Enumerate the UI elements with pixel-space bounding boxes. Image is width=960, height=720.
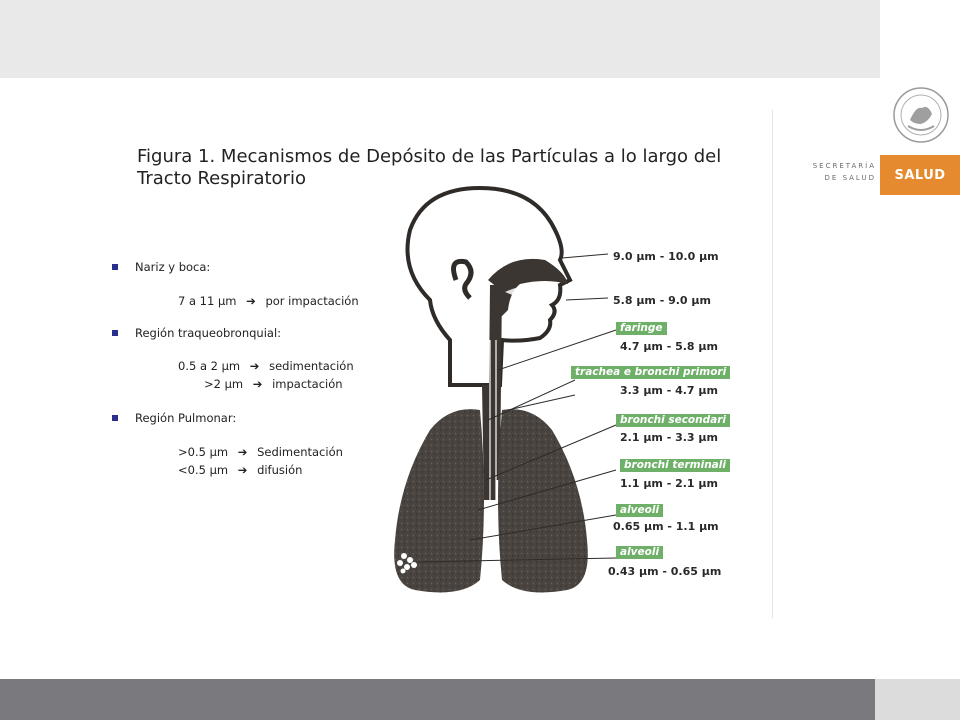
arrow-right-icon: ➔ [249,359,260,373]
title-line-2: Tracto Respiratorio [137,168,306,189]
footer-band [0,679,875,720]
ear-outline [454,261,471,298]
measure-label: 0.43 μm - 0.65 μm [608,565,722,578]
bullet-label: Región traqueobronquial: [135,326,282,340]
measure-label: 9.0 μm - 10.0 μm [613,250,719,263]
arrow-right-icon: ➔ [252,377,263,391]
bullet-sub: >2 μm ➔ impactación [204,377,343,391]
secretaria-line-2: DE SALUD [824,174,876,182]
trachea [482,385,496,500]
bullet-list [112,258,402,479]
secretaria-line-1: SECRETARÍA [812,162,876,170]
bullet-sub: >0.5 μm ➔ Sedimentación [178,445,343,459]
header-right-strip [880,0,960,78]
bullet-square-icon [112,330,118,336]
bullet-square-icon [112,415,118,421]
tag-trachea: trachea e bronchi primori [571,366,730,379]
bullet-sub: <0.5 μm ➔ difusión [178,463,303,477]
secretaria-de-salud-text [790,160,876,184]
bullet-sub: 0.5 a 2 μm ➔ sedimentación [178,359,354,373]
measure-label: 4.7 μm - 5.8 μm [620,340,718,353]
bullet-label: Región Pulmonar: [135,411,237,425]
bullet-pulmonar [112,409,402,427]
bullet-label: Nariz y boca: [135,260,211,274]
arrow-right-icon: ➔ [237,445,248,459]
tag-bronchi-terminali: bronchi terminali [620,459,730,472]
bullet-traqueobronquial [112,324,402,342]
measure-label: 5.8 μm - 9.0 μm [613,294,711,307]
arrow-right-icon: ➔ [237,463,248,477]
tag-faringe: faringe [616,322,667,335]
title-line-1: Figura 1. Mecanismos de Depósito de las Partículas a lo largo del [137,146,722,167]
salud-badge: SALUD [880,155,960,195]
head-outline [408,188,571,385]
measure-label: 1.1 μm - 2.1 μm [620,477,718,490]
tag-bronchi-secondari: bronchi secondari [616,414,730,427]
measure-label: 0.65 μm - 1.1 μm [613,520,719,533]
bullet-square-icon [112,264,118,270]
tag-alveoli-2: alveoli [616,546,663,559]
bullet-sub: 7 a 11 μm ➔ por impactación [178,294,359,308]
bullet-nariz [112,258,402,276]
measure-label: 2.1 μm - 3.3 μm [620,431,718,444]
arrow-right-icon: ➔ [246,294,256,308]
header-band [0,0,880,78]
measure-label: 3.3 μm - 4.7 μm [620,384,718,397]
tag-alveoli-1: alveoli [616,504,663,517]
respiratory-tract-diagram [370,180,765,600]
footer-right-block [875,679,960,720]
vertical-divider [772,110,773,618]
mexico-seal-icon [892,86,950,144]
